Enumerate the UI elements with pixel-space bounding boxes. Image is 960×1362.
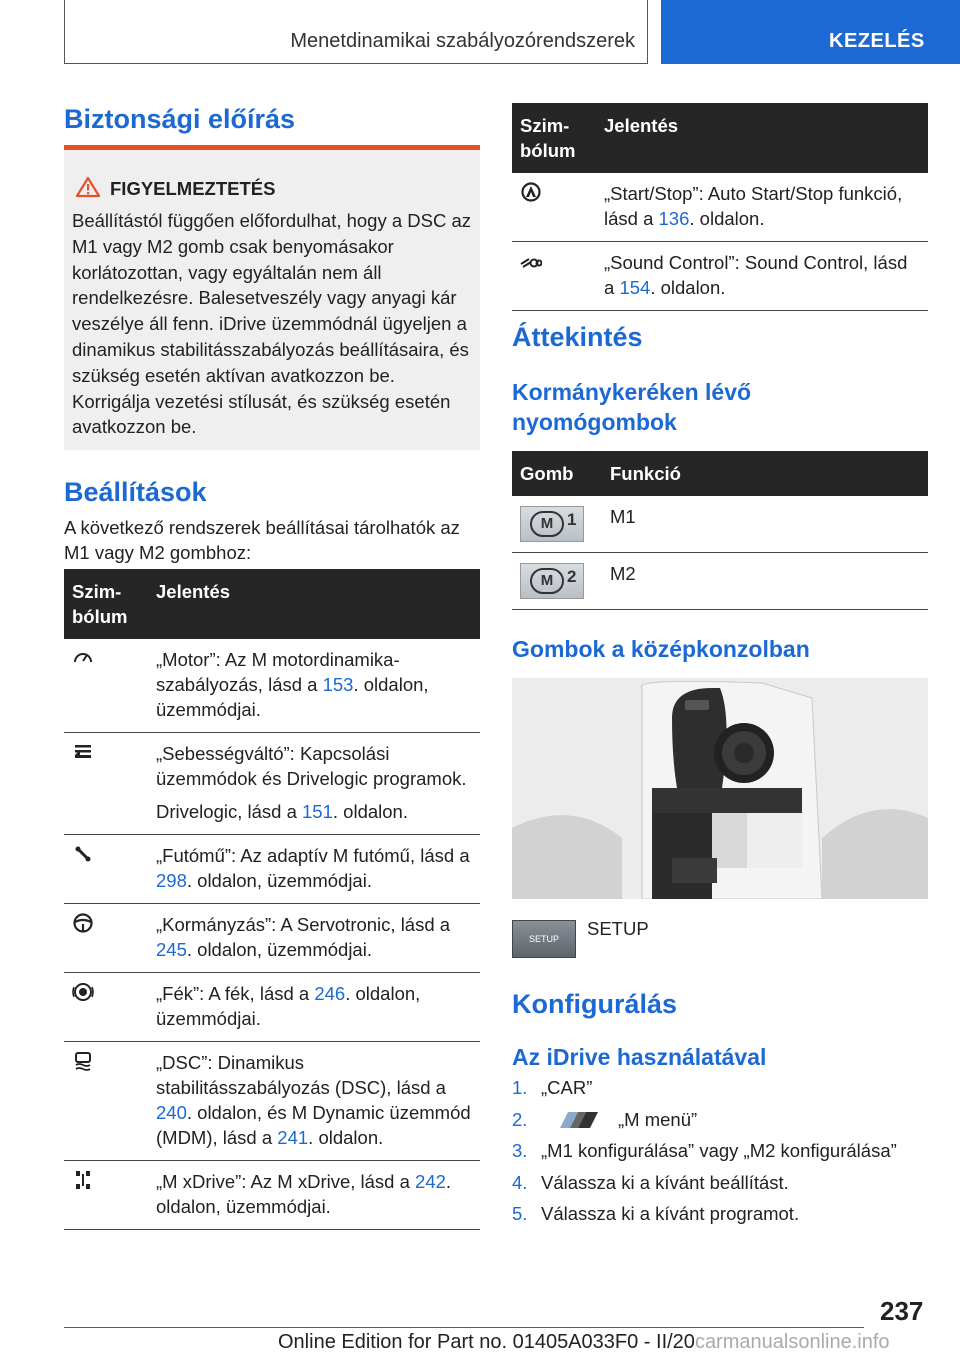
col-button-header: Gomb bbox=[512, 451, 602, 496]
list-item: 5. Válassza ki a kívánt programot. bbox=[512, 1203, 800, 1224]
buttons-table bbox=[512, 451, 928, 610]
page-link[interactable]: 154 bbox=[619, 277, 651, 298]
configuration-heading: Konfigurálás bbox=[512, 989, 678, 1019]
page-number: 237 bbox=[880, 1296, 924, 1326]
table-row: „Motor”: Az M motordinamika-szabályozás, lásd a 153. oldalon, üzemmódjai. bbox=[64, 639, 480, 733]
table-row bbox=[512, 496, 928, 553]
footer-watermark: carmanualsonline.info bbox=[694, 1331, 890, 1353]
warning-text: Beállítástól függően előfordulhat, hogy a DSC az M1 vagy M2 gomb csak benyomásakor korlátozottan, vagy egyáltalán nem áll rendelkezésre. Balesetveszély vagy anyagi kár veszélye áll fenn. iDrive üzemmódnál ügyeljen a dinamikus stabilitásszabályozás beállításaira, és szükség esetén aktívan avatkozzon be. Korrigálja vezetési stílusát, és szükség esetén avatkozzon be. bbox=[72, 210, 472, 438]
settings-table bbox=[64, 569, 480, 1230]
header-chapter-tab bbox=[661, 0, 960, 64]
table-row: „Sound Control”: Sound Control, lásd a 154. oldalon. bbox=[512, 242, 928, 311]
steering-wheel-icon bbox=[72, 912, 94, 934]
table-row: „DSC”: Dinamikus stabilitásszabályozás (DSC), lásd a 240. oldalon, és M Dynamic üzemmód (MDM), lásd a 241. oldalon. bbox=[64, 1042, 480, 1161]
list-item: 1. „CAR” bbox=[512, 1077, 593, 1098]
warning-triangle-icon bbox=[75, 176, 101, 198]
table-row: „Sebességváltó”: Kapcsolási üzemmódok és Drivelogic programok. Drivelogic, lásd a 151. oldalon. bbox=[64, 733, 480, 835]
table-row: „Kormányzás”: A Servotronic, lásd a 245. oldalon, üzemmódjai. bbox=[64, 904, 480, 973]
settings-intro: A következő rendszerek beállításai tárolhatók az M1 vagy M2 gombhoz: bbox=[64, 517, 460, 563]
suspension-icon bbox=[72, 843, 94, 865]
header-section-box bbox=[64, 0, 648, 64]
list-item: 4. Válassza ki a kívánt beállítást. bbox=[512, 1171, 789, 1193]
idrive-heading: Az iDrive használatával bbox=[512, 1044, 767, 1070]
m1-button-icon: M 1 bbox=[520, 506, 584, 542]
page-link[interactable]: 245 bbox=[156, 939, 187, 960]
table-row: „Start/Stop”: Auto Start/Stop funkció, lásd a 136. oldalon. bbox=[512, 173, 928, 242]
xdrive-icon bbox=[72, 1169, 94, 1191]
configuration-steps bbox=[512, 1075, 932, 1233]
warning-title: FIGYELMEZTETÉS bbox=[110, 178, 276, 199]
warning-box bbox=[64, 145, 480, 450]
setup-label: SETUP bbox=[587, 918, 649, 939]
table-row: „M xDrive”: Az M xDrive, lásd a 242. oldalon, üzemmódjai. bbox=[64, 1161, 480, 1230]
steering-buttons-heading: Kormánykeréken lévő nyomógombok bbox=[512, 379, 752, 435]
m-stripes-icon bbox=[552, 1110, 608, 1130]
center-console-photo bbox=[512, 678, 928, 899]
settings-table-continued bbox=[512, 103, 928, 311]
col-meaning-header: Jelentés bbox=[596, 103, 928, 173]
col-symbol-header: Szim- bólum bbox=[64, 569, 148, 639]
engine-gauge-icon bbox=[72, 647, 94, 669]
col-symbol-header: Szim- bólum bbox=[512, 103, 596, 173]
col-function-header: Funkció bbox=[602, 451, 928, 496]
brake-icon bbox=[72, 981, 94, 1003]
list-item: 3. „M1 konfigurálása” vagy „M2 konfigurálása” bbox=[512, 1140, 897, 1161]
header-chapter-label: KEZELÉS bbox=[829, 30, 925, 52]
dsc-icon bbox=[72, 1050, 94, 1072]
m2-button-icon: M 2 bbox=[520, 563, 584, 599]
sound-control-icon bbox=[520, 250, 542, 272]
console-buttons-heading: Gombok a középkonzolban bbox=[512, 636, 810, 662]
page-link[interactable]: 246 bbox=[314, 983, 346, 1004]
header-section-title: Menetdinamikai szabályozórendszerek bbox=[290, 30, 635, 52]
footer-edition: Online Edition for Part no. 01405A033F0 - II/20carmanualsonline.info bbox=[278, 1331, 890, 1353]
footer-divider bbox=[64, 1327, 864, 1328]
button-function: M1 bbox=[602, 496, 928, 553]
overview-heading: Áttekintés bbox=[512, 322, 643, 352]
gearbox-icon bbox=[72, 741, 94, 763]
page-link[interactable]: 240 bbox=[156, 1102, 187, 1123]
page-link[interactable]: 151 bbox=[302, 801, 333, 822]
page-link[interactable]: 242 bbox=[415, 1171, 446, 1192]
col-meaning-header: Jelentés bbox=[148, 569, 480, 639]
safety-heading: Biztonsági előírás bbox=[64, 104, 296, 134]
button-function: M2 bbox=[602, 553, 928, 610]
table-row bbox=[512, 553, 928, 610]
page-link[interactable]: 153 bbox=[322, 674, 354, 695]
table-row: „Fék”: A fék, lásd a 246. oldalon, üzemmódjai. bbox=[64, 973, 480, 1042]
settings-heading: Beállítások bbox=[64, 477, 207, 507]
list-item: 2. „M menü” bbox=[512, 1108, 698, 1130]
page-link[interactable]: 241 bbox=[277, 1127, 309, 1148]
page-link[interactable]: 298 bbox=[156, 870, 187, 891]
setup-button-icon: SETUP bbox=[512, 920, 576, 958]
page-link[interactable]: 136 bbox=[658, 208, 690, 229]
table-row: „Futómű”: Az adaptív M futómű, lásd a 298. oldalon, üzemmódjai. bbox=[64, 835, 480, 904]
start-stop-icon bbox=[520, 181, 542, 203]
